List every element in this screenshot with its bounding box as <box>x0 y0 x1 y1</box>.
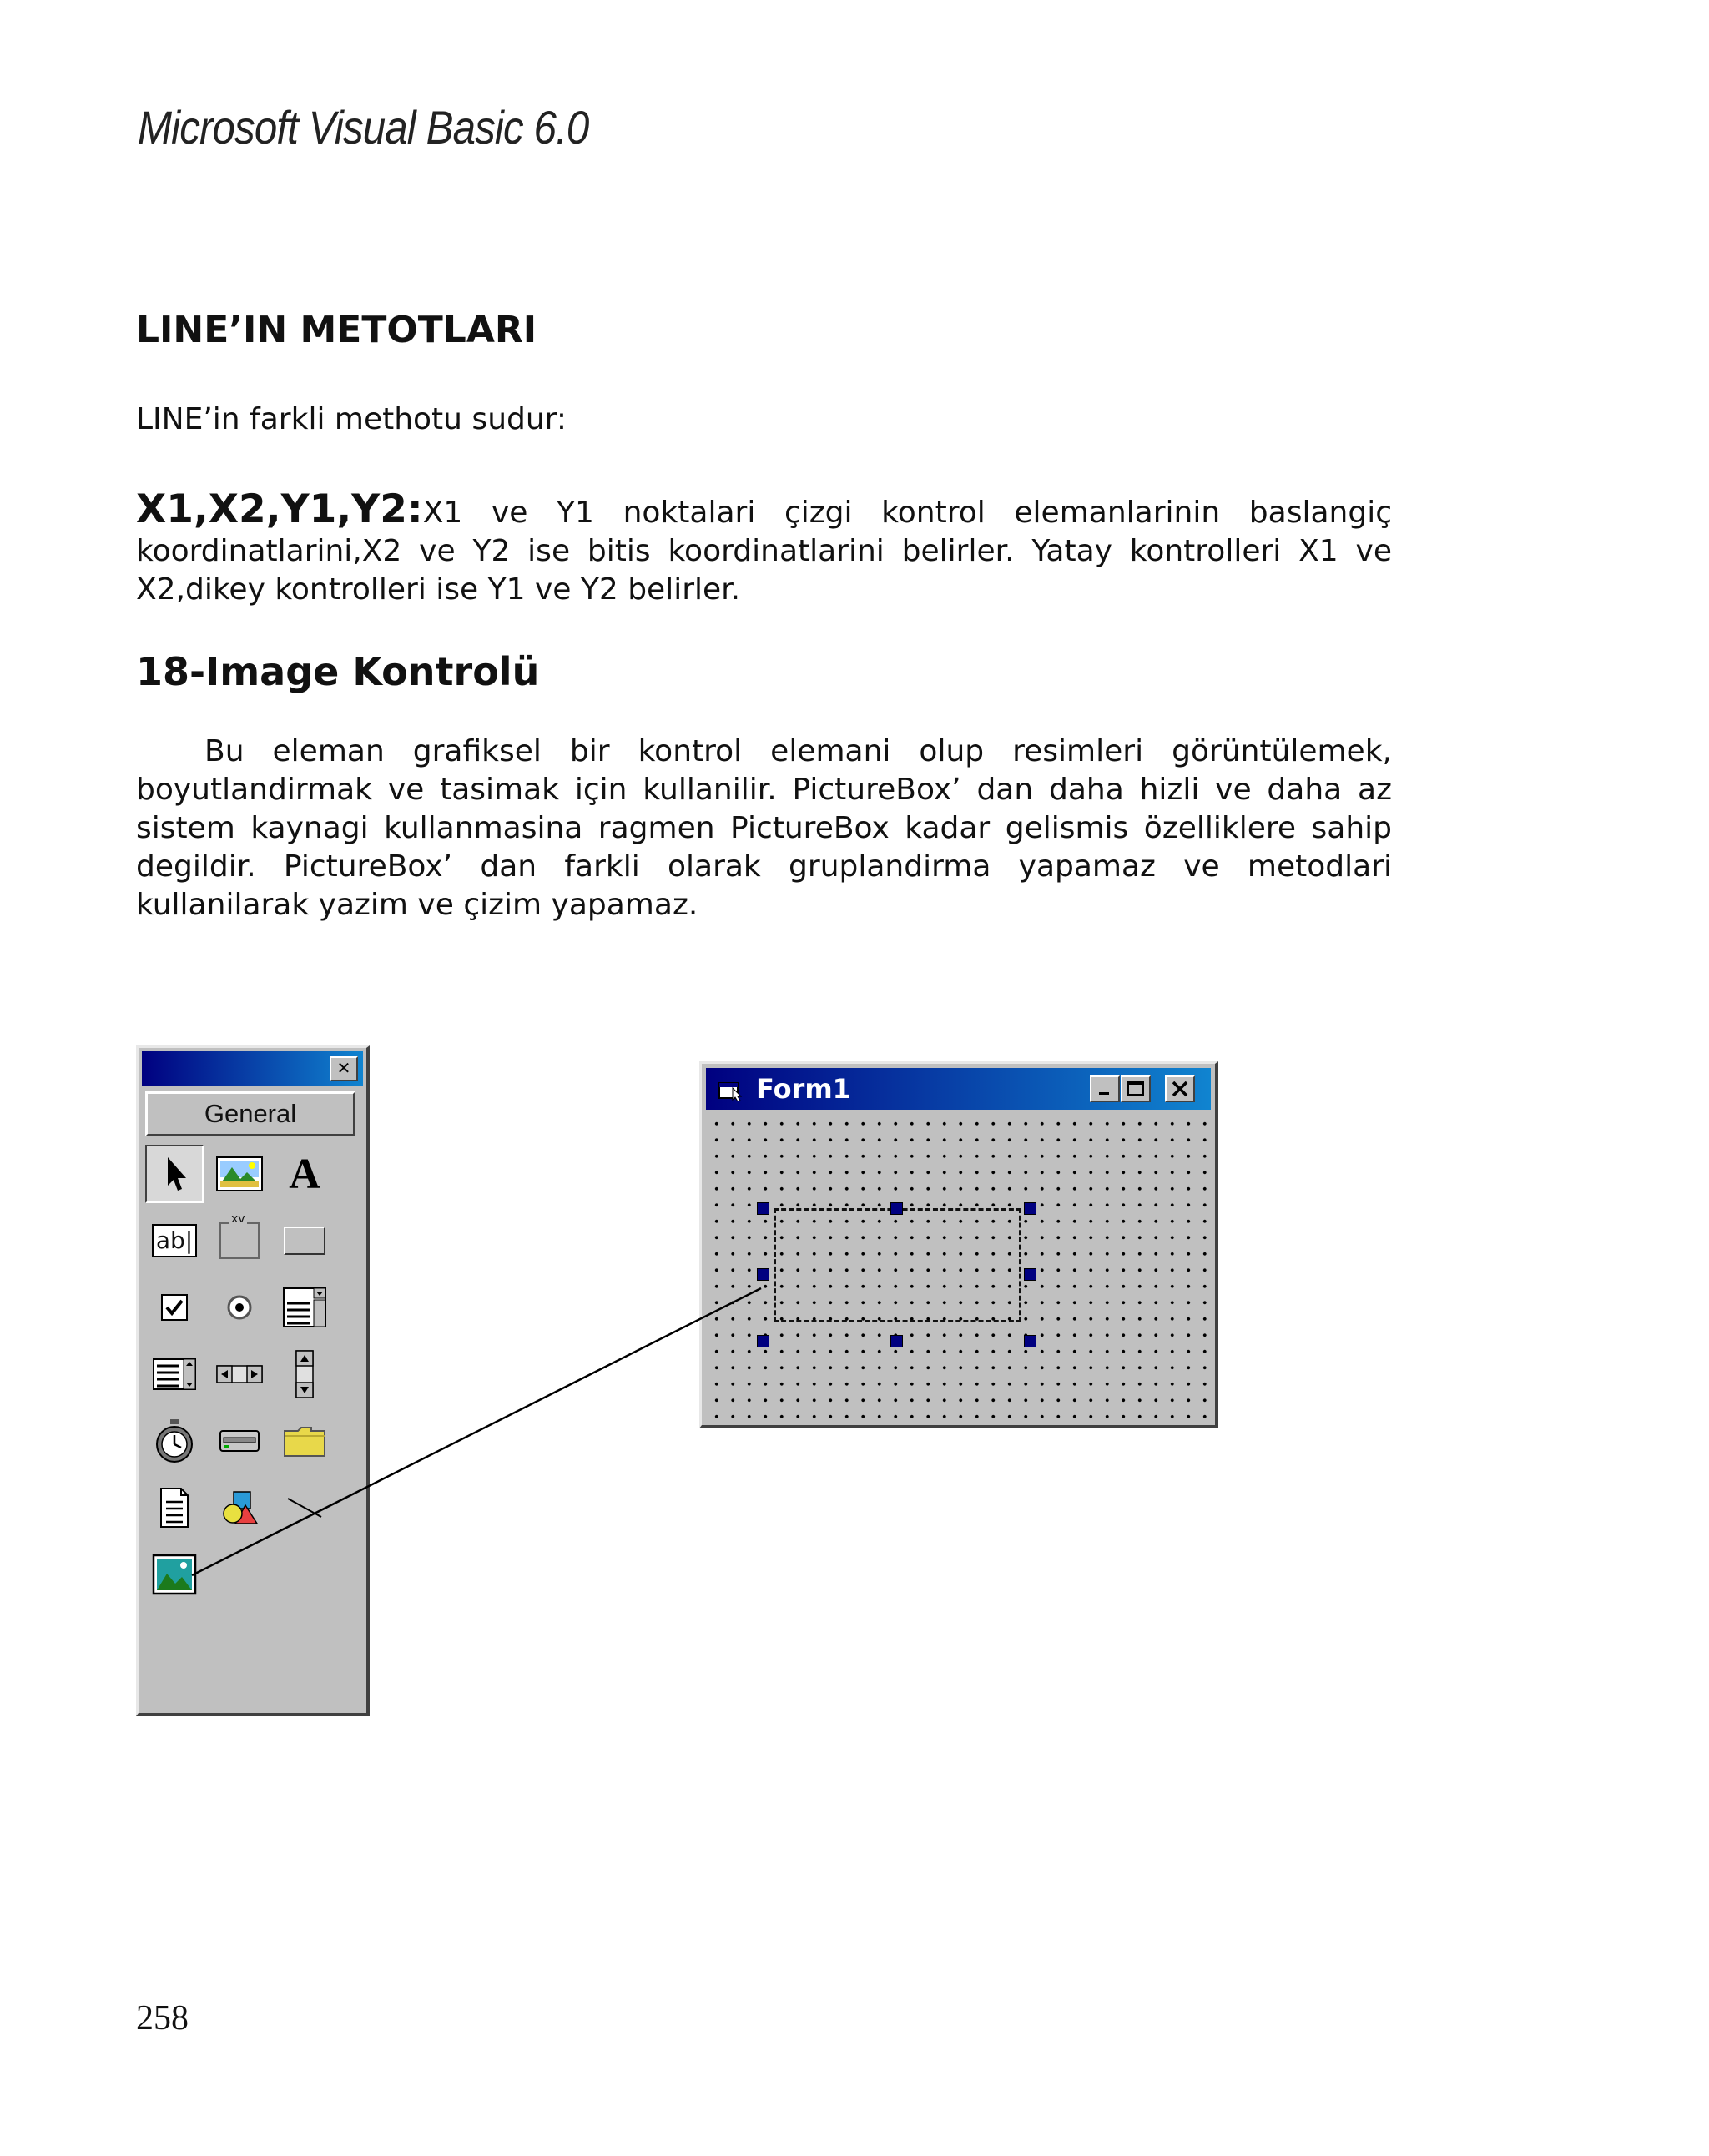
picturebox-icon <box>215 1154 264 1194</box>
page-number: 258 <box>136 1999 189 2038</box>
textbox-icon: ab| <box>152 1224 197 1257</box>
maximize-icon <box>1127 1080 1145 1098</box>
close-icon <box>1171 1080 1189 1098</box>
toolbox-general-tab[interactable]: General <box>145 1091 355 1136</box>
shape-tool[interactable] <box>210 1478 269 1537</box>
frame-tool[interactable] <box>210 1211 269 1270</box>
line-tool[interactable] <box>275 1478 334 1537</box>
checkbox-icon <box>160 1293 189 1322</box>
coordinates-paragraph <box>136 486 1392 609</box>
maximize-button[interactable] <box>1121 1075 1151 1102</box>
resize-handle-nw[interactable] <box>757 1202 769 1215</box>
textbox-tool[interactable] <box>145 1211 204 1270</box>
intro-paragraph: LINE’in farkli methotu sudur: <box>136 402 567 436</box>
toolbox-close-button[interactable]: ✕ <box>330 1056 358 1081</box>
commandbutton-tool[interactable] <box>275 1211 334 1270</box>
timer-icon <box>154 1418 195 1464</box>
form1-window[interactable] <box>699 1061 1218 1428</box>
commandbutton-icon <box>284 1227 325 1255</box>
shape-icon <box>220 1489 259 1527</box>
resize-handle-n[interactable] <box>890 1202 903 1215</box>
vscrollbar-icon <box>295 1350 315 1398</box>
resize-handle-w[interactable] <box>757 1268 769 1281</box>
image-control-outline[interactable] <box>774 1208 1021 1322</box>
resize-handle-e[interactable] <box>1024 1268 1036 1281</box>
close-button[interactable] <box>1165 1075 1195 1102</box>
coordinates-description: X1 ve Y1 noktalari çizgi kontrol elemanlarinin baslangiç koordinatlarini,X2 ve Y2 ise bitis koordinatlarini belirler. Yatay kontrolleri X1 ve X2,dikey kontrolleri ise Y1 ve Y2 belirler. <box>136 496 1392 607</box>
optionbutton-icon <box>225 1293 254 1322</box>
timer-tool[interactable] <box>145 1412 204 1470</box>
form1-title-bar[interactable] <box>706 1068 1211 1110</box>
picturebox-tool[interactable] <box>210 1145 269 1203</box>
image-icon <box>152 1554 197 1595</box>
form1-title: Form1 <box>756 1073 851 1105</box>
hscrollbar-tool[interactable] <box>210 1345 269 1403</box>
drivelistbox-icon <box>219 1428 260 1454</box>
listbox-tool[interactable] <box>145 1345 204 1403</box>
minimize-button[interactable] <box>1090 1075 1120 1102</box>
resize-handle-s[interactable] <box>890 1335 903 1348</box>
form1-design-grid[interactable] <box>707 1114 1210 1420</box>
combobox-tool[interactable] <box>275 1278 334 1337</box>
vscrollbar-tool[interactable] <box>275 1345 334 1403</box>
listbox-icon <box>152 1358 197 1391</box>
minimize-icon <box>1096 1081 1113 1097</box>
combobox-icon <box>282 1287 327 1328</box>
frame-icon-caption: xv <box>231 1212 245 1226</box>
toolbox-title-bar <box>142 1051 363 1086</box>
image-control-paragraph: Bu eleman grafiksel bir kontrol elemani olup resimleri görüntülemek, boyutlandirmak ve tasimak için kullanilir. PictureBox’ dan daha hizli ve daha az sistem kaynagi kullanmasina ragmen PictureBox kadar gelismis özelliklere sahip degildir. PictureBox’ dan farkli olarak gruplandirma yapamaz ve metodlari kullanilarak yazim ve çizim yapamaz. <box>136 734 1392 922</box>
image-tool[interactable] <box>145 1545 204 1604</box>
pointer-icon <box>158 1154 191 1194</box>
drivelistbox-tool[interactable] <box>210 1412 269 1470</box>
form-icon <box>718 1078 748 1101</box>
pointer-tool[interactable] <box>145 1145 204 1203</box>
hscrollbar-icon <box>216 1364 263 1384</box>
section-title-line-methods: LINE’IN METOTLARI <box>136 309 537 351</box>
checkbox-tool[interactable] <box>145 1278 204 1337</box>
dirlistbox-tool[interactable] <box>275 1412 334 1470</box>
dirlistbox-icon <box>283 1424 326 1458</box>
filelistbox-tool[interactable] <box>145 1478 204 1537</box>
optionbutton-tool[interactable] <box>210 1278 269 1337</box>
resize-handle-sw[interactable] <box>757 1335 769 1348</box>
resize-handle-ne[interactable] <box>1024 1202 1036 1215</box>
coordinates-term: X1,X2,Y1,Y2: <box>136 486 423 532</box>
label-icon: A <box>289 1150 320 1198</box>
running-header: Microsoft Visual Basic 6.0 <box>138 101 589 154</box>
resize-handle-se[interactable] <box>1024 1335 1036 1348</box>
section-title-image-control: 18-Image Kontrolü <box>136 649 540 694</box>
frame-icon <box>219 1212 260 1259</box>
label-tool[interactable] <box>275 1145 334 1203</box>
toolbox-window <box>136 1045 370 1716</box>
filelistbox-icon <box>158 1487 191 1529</box>
line-icon <box>286 1495 323 1520</box>
